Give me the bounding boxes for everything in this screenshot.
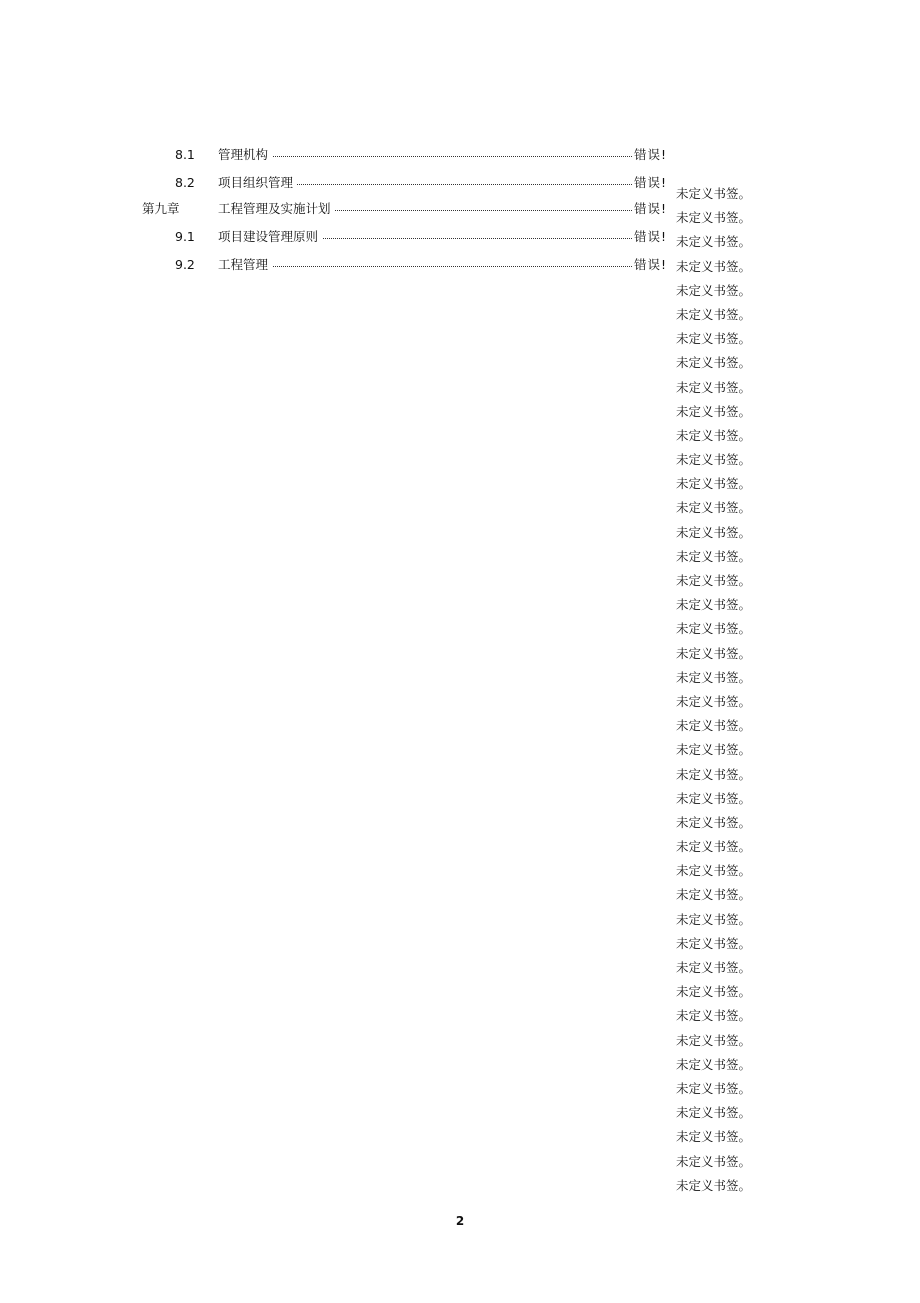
toc-entry-9-1[interactable]: [0, 227, 920, 247]
bookmark-error: 未定义书签。: [676, 766, 752, 782]
bookmark-error: 未定义书签。: [676, 234, 752, 250]
bookmark-error: 未定义书签。: [676, 258, 752, 274]
bookmark-error: 未定义书签。: [676, 1105, 752, 1121]
toc-entry-status: 错误!: [634, 257, 668, 272]
page-number: 2: [455, 1214, 465, 1228]
bookmark-error: 未定义书签。: [676, 1032, 752, 1048]
bookmark-error: 未定义书签。: [676, 186, 752, 201]
toc-entry-title: 项目建设管理原则: [218, 227, 322, 247]
toc-entry-chapter-9[interactable]: [0, 199, 920, 219]
bookmark-error: 未定义书签。: [676, 1056, 752, 1072]
toc-entry-title: 工程管理及实施计划: [218, 199, 335, 219]
toc-entry-number: 8.1: [175, 147, 195, 162]
bookmark-error: 未定义书签。: [676, 355, 752, 371]
bookmark-error: 未定义书签。: [676, 500, 752, 516]
bookmark-error: 未定义书签。: [676, 960, 752, 975]
bookmark-error: 未定义书签。: [676, 935, 752, 951]
toc-dot-leader: [270, 266, 632, 267]
bookmark-error: 未定义书签。: [676, 1177, 752, 1193]
bookmark-error: 未定义书签。: [676, 210, 752, 226]
bookmark-error: 未定义书签。: [676, 911, 752, 927]
bookmark-error: 未定义书签。: [676, 1153, 752, 1169]
toc-dot-leader: [270, 156, 632, 157]
toc-entry-status: 错误!: [634, 175, 668, 190]
bookmark-error: 未定义书签。: [676, 887, 752, 903]
toc-entry-number: 9.1: [175, 229, 195, 244]
toc-entry-number: 第九章: [142, 201, 180, 216]
bookmark-error: 未定义书签。: [676, 452, 752, 468]
toc-entry-8-1[interactable]: [0, 145, 920, 165]
bookmark-error: 未定义书签。: [676, 1008, 752, 1024]
bookmark-error: 未定义书签。: [676, 621, 752, 637]
bookmark-error: 未定义书签。: [676, 669, 752, 685]
bookmark-error: 未定义书签。: [676, 306, 752, 322]
toc-entry-title: 工程管理: [218, 255, 272, 275]
toc-entry-number: 8.2: [175, 175, 195, 190]
toc-dot-leader: [270, 238, 632, 239]
bookmark-error: 未定义书签。: [676, 331, 752, 347]
toc-entry-9-2[interactable]: [0, 255, 920, 275]
bookmark-error: 未定义书签。: [676, 282, 752, 298]
bookmark-error: 未定义书签。: [676, 403, 752, 419]
bookmark-error: 未定义书签。: [676, 548, 752, 564]
bookmark-error: 未定义书签。: [676, 984, 752, 1000]
toc-dot-leader: [270, 184, 632, 185]
bookmark-error: 未定义书签。: [676, 742, 752, 758]
bookmark-error: 未定义书签。: [676, 693, 752, 709]
bookmark-error: 未定义书签。: [676, 1129, 752, 1145]
toc-entry-title: 项目组织管理: [218, 173, 297, 193]
toc-entry-status: 错误!: [634, 201, 668, 216]
toc-entry-number: 9.2: [175, 257, 195, 272]
bookmark-error: 未定义书签。: [676, 645, 752, 661]
bookmark-error: 未定义书签。: [676, 718, 752, 734]
bookmark-error: 未定义书签。: [676, 476, 752, 492]
toc-entry-status: 错误!: [634, 229, 668, 244]
bookmark-error: 未定义书签。: [676, 814, 752, 830]
bookmark-error: 未定义书签。: [676, 1080, 752, 1096]
bookmark-error-list: [676, 184, 766, 1200]
bookmark-error: 未定义书签。: [676, 524, 752, 540]
toc-entry-status: 错误!: [634, 147, 668, 162]
toc-entry-8-2[interactable]: [0, 173, 920, 193]
bookmark-error: 未定义书签。: [676, 427, 752, 443]
bookmark-error: 未定义书签。: [676, 597, 752, 613]
bookmark-error: 未定义书签。: [676, 790, 752, 806]
bookmark-error: 未定义书签。: [676, 839, 752, 855]
bookmark-error: 未定义书签。: [676, 379, 752, 395]
bookmark-error: 未定义书签。: [676, 573, 752, 588]
toc-entry-title: 管理机构: [218, 145, 272, 165]
bookmark-error: 未定义书签。: [676, 863, 752, 879]
